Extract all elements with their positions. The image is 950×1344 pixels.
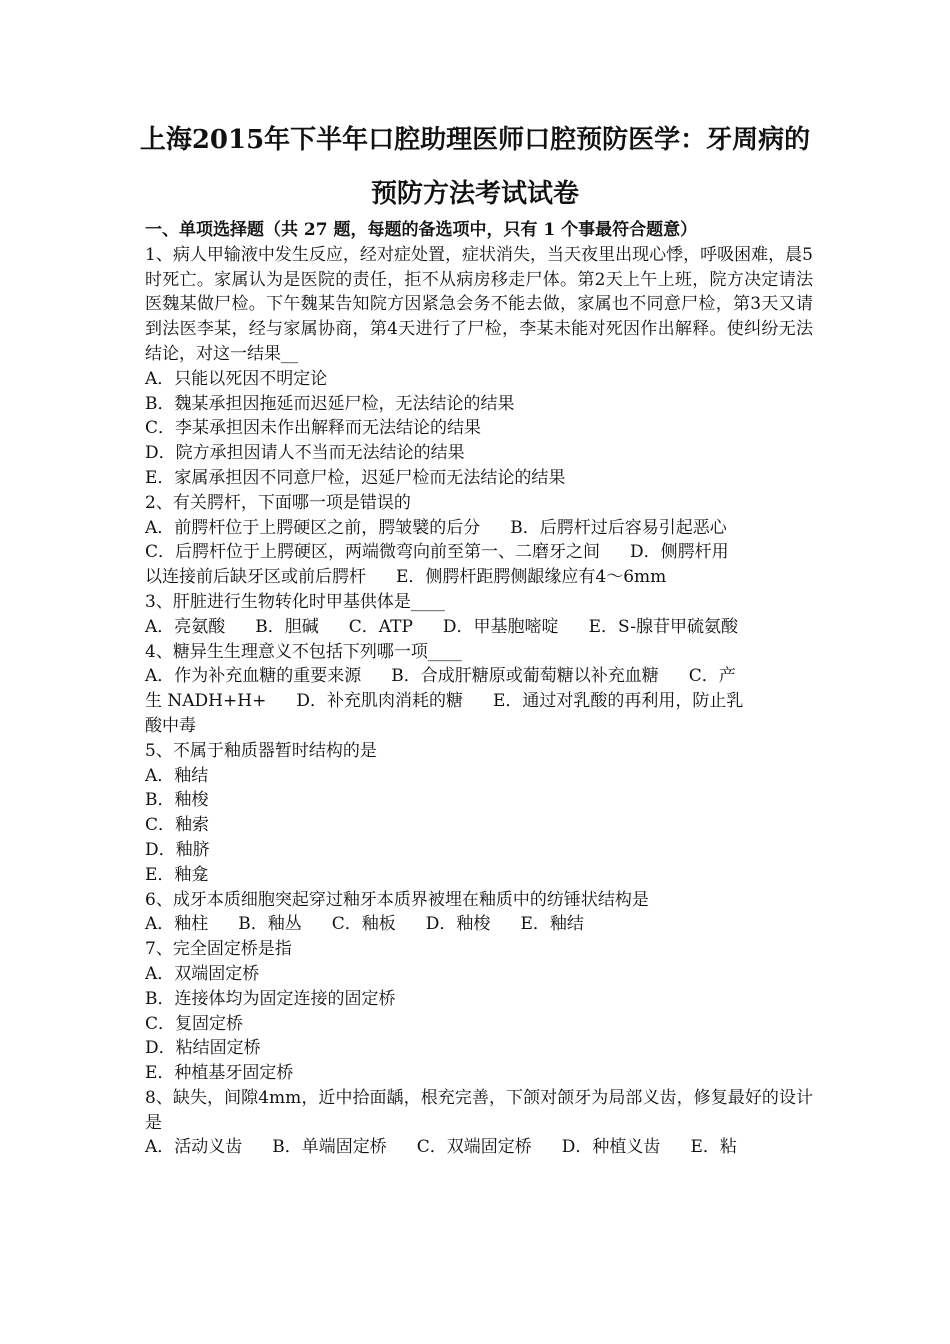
- question-4-option-a: A．作为补充血糖的重要来源: [145, 666, 362, 687]
- question-4-option-b: B．合成肝糖原或葡萄糖以补充血糖: [391, 666, 659, 687]
- question-1-stem: 1、病人甲输液中发生反应，经对症处置，症状消失，当天夜里出现心悸，呼吸困难，晨5时死亡。家属认为是医院的责任，拒不从病房移走尸体。第2天上午上班，院方决定请法医魏某做尸检。下午魏某告知院方因紧急会务不能去做，家属也不同意尸检，第3天又请到法医李某，经与家属协商，第4天进行了尸检，李某未能对死因作出解释。使纠纷无法结论，对这一结果__: [145, 244, 813, 364]
- question-5-option-a: A．釉结: [145, 765, 209, 786]
- question-1-option-d: D．院方承担因请人不当而无法结论的结果: [145, 443, 465, 464]
- section-heading: 一、单项选择题（共 27 题，每题的备选项中，只有 1 个事最符合题意）: [145, 220, 698, 240]
- question-5-option-e: E．釉龛: [145, 864, 209, 885]
- question-1-option-c: C．李某承担因未作出解释而无法结论的结果: [145, 418, 482, 439]
- question-6-stem: 6、成牙本质细胞突起穿过釉牙本质界被埋在釉质中的纺锤状结构是: [145, 889, 649, 910]
- title-line-2: 预防方法考试试卷: [370, 179, 579, 209]
- question-8-option-e: E．粘: [690, 1137, 737, 1158]
- question-8-options: [145, 1135, 813, 1160]
- document-body: [145, 218, 813, 1160]
- question-7-option-e: E．种植基牙固定桥: [145, 1063, 294, 1084]
- question-6-option-e: E．釉结: [520, 914, 584, 935]
- question-6-option-c: C．釉板: [331, 914, 396, 935]
- question-1-option-b: B．魏某承担因拖延而迟延尸检，无法结论的结果: [145, 393, 515, 414]
- question-2-stem: 2、有关腭杆，下面哪一项是错误的: [145, 492, 411, 513]
- question-2-option-b: B．后腭杆过后容易引起恶心: [510, 517, 727, 538]
- question-4-option-e: E．通过对乳酸的再利用，防止乳: [492, 691, 744, 712]
- question-7-stem: 7、完全固定桥是指: [145, 939, 292, 960]
- question-3-option-d: D．甲基胞嘧啶: [442, 616, 559, 637]
- question-3-option-c: C．ATP: [348, 616, 413, 637]
- question-5-option-b: B．釉梭: [145, 790, 209, 811]
- question-6-option-b: B．釉丛: [238, 914, 302, 935]
- question-4-options-line-3: 酸中毒: [145, 715, 196, 736]
- question-2-option-d-cont: 以连接前后缺牙区或前后腭杆: [145, 567, 366, 588]
- question-7-option-c: C．复固定桥: [145, 1013, 244, 1034]
- question-4-option-c-cont: 生 NADH+H+: [145, 691, 267, 712]
- question-2-options-line-1: [145, 516, 813, 541]
- question-1-option-a: A．只能以死因不明定论: [145, 368, 328, 389]
- question-5-option-c: C．釉索: [145, 815, 210, 836]
- question-3-option-b: B．胆碱: [255, 616, 319, 637]
- question-5-option-d: D．釉脐: [145, 839, 210, 860]
- question-3-options: [145, 615, 813, 640]
- question-3-option-a: A．亮氨酸: [145, 616, 226, 637]
- question-7-option-d: D．粘结固定桥: [145, 1038, 261, 1059]
- question-8-stem: 8、缺失，间隙4mm，近中拾面龋，根充完善，下颌对颌牙为局部义齿，修复最好的设计是: [145, 1087, 813, 1133]
- question-2-options-line-3: [145, 565, 813, 590]
- question-4-stem: 4、糖异生生理意义不包括下列哪一项____: [145, 641, 462, 662]
- question-4-option-d: D．补充肌肉消耗的糖: [296, 691, 463, 712]
- question-2-option-d: D．侧腭杆用: [630, 542, 729, 563]
- question-8-option-a: A．活动义齿: [145, 1137, 243, 1158]
- question-6-option-d: D．釉梭: [425, 914, 491, 935]
- question-2-option-c: C．后腭杆位于上腭硬区，两端微弯向前至第一、二磨牙之间: [145, 542, 601, 563]
- question-4-options-line-2: [145, 689, 813, 714]
- question-4-option-c: C．产: [688, 666, 736, 687]
- question-2-options-line-2: [145, 540, 813, 565]
- question-6-option-a: A．釉柱: [145, 914, 209, 935]
- question-2-option-a: A．前腭杆位于上腭硬区之前，腭皱襞的后分: [145, 517, 481, 538]
- question-8-option-c: C．双端固定桥: [416, 1137, 532, 1158]
- title-line-1: 上海2015年下半年口腔助理医师口腔预防医学：牙周病的: [139, 125, 811, 155]
- question-2-option-e: E．侧腭杆距腭侧龈缘应有4～6mm: [396, 567, 667, 588]
- question-7-option-a: A．双端固定桥: [145, 963, 260, 984]
- question-3-stem: 3、肝脏进行生物转化时甲基供体是____: [145, 591, 445, 612]
- question-8-option-b: B．单端固定桥: [272, 1137, 387, 1158]
- question-3-option-e: E．S-腺苷甲硫氨酸: [588, 616, 738, 637]
- question-8-option-d: D．种植义齿: [561, 1137, 661, 1158]
- question-1-option-e: E．家属承担因不同意尸检，迟延尸检而无法结论的结果: [145, 467, 566, 488]
- question-5-stem: 5、不属于釉质器暂时结构的是: [145, 740, 377, 761]
- question-6-options: [145, 912, 813, 937]
- question-4-options-line-1: [145, 664, 813, 689]
- document-title: [80, 113, 870, 221]
- question-7-option-b: B．连接体均为固定连接的固定桥: [145, 988, 396, 1009]
